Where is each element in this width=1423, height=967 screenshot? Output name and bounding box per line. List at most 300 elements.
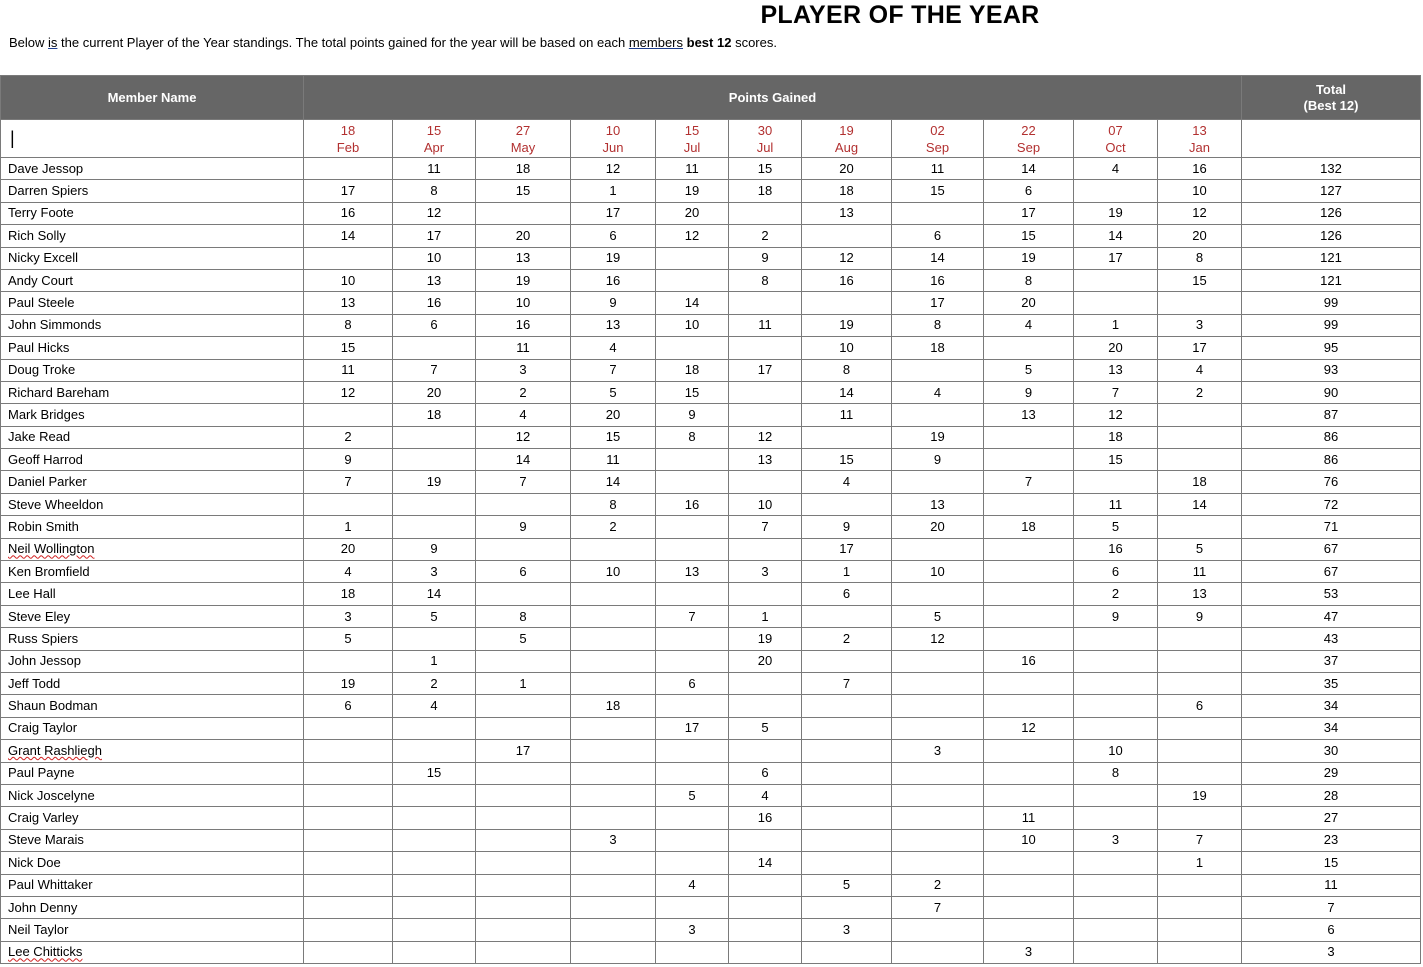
score-cell[interactable] [892, 672, 984, 694]
total-cell[interactable]: 29 [1242, 762, 1421, 784]
score-cell[interactable]: 8 [984, 269, 1074, 291]
score-cell[interactable] [892, 717, 984, 739]
score-cell[interactable]: 8 [304, 314, 393, 336]
total-cell[interactable]: 53 [1242, 583, 1421, 605]
score-cell[interactable]: 18 [729, 180, 802, 202]
score-cell[interactable] [1158, 874, 1242, 896]
total-cell[interactable]: 126 [1242, 225, 1421, 247]
score-cell[interactable]: 17 [729, 359, 802, 381]
score-cell[interactable]: 9 [1074, 605, 1158, 627]
score-cell[interactable]: 9 [729, 247, 802, 269]
score-cell[interactable] [1074, 919, 1158, 941]
score-cell[interactable]: 10 [1074, 740, 1158, 762]
total-cell[interactable]: 11 [1242, 874, 1421, 896]
member-name-cell[interactable] [1, 561, 304, 583]
score-cell[interactable]: 17 [656, 717, 729, 739]
score-cell[interactable]: 19 [892, 426, 984, 448]
score-cell[interactable]: 5 [393, 605, 476, 627]
score-cell[interactable]: 13 [892, 493, 984, 515]
score-cell[interactable]: 2 [1074, 583, 1158, 605]
score-cell[interactable]: 15 [656, 381, 729, 403]
score-cell[interactable]: 1 [802, 561, 892, 583]
score-cell[interactable]: 5 [1074, 516, 1158, 538]
score-cell[interactable]: 16 [1158, 158, 1242, 180]
score-cell[interactable]: 1 [571, 180, 656, 202]
score-cell[interactable]: 15 [729, 158, 802, 180]
total-cell[interactable]: 121 [1242, 247, 1421, 269]
score-cell[interactable]: 4 [393, 695, 476, 717]
score-cell[interactable]: 6 [1074, 561, 1158, 583]
score-cell[interactable] [393, 426, 476, 448]
score-cell[interactable]: 2 [1158, 381, 1242, 403]
score-cell[interactable]: 3 [304, 605, 393, 627]
text-cursor[interactable]: | [1, 120, 304, 158]
score-cell[interactable] [476, 896, 571, 918]
score-cell[interactable] [656, 807, 729, 829]
score-cell[interactable]: 1 [729, 605, 802, 627]
total-cell[interactable]: 43 [1242, 628, 1421, 650]
score-cell[interactable]: 6 [571, 225, 656, 247]
score-cell[interactable]: 12 [476, 426, 571, 448]
score-cell[interactable]: 12 [1074, 404, 1158, 426]
score-cell[interactable] [1158, 941, 1242, 963]
score-cell[interactable] [802, 896, 892, 918]
score-cell[interactable]: 14 [1074, 225, 1158, 247]
score-cell[interactable]: 14 [476, 449, 571, 471]
score-cell[interactable] [984, 784, 1074, 806]
score-cell[interactable] [802, 717, 892, 739]
score-cell[interactable] [984, 762, 1074, 784]
score-cell[interactable] [729, 381, 802, 403]
total-cell[interactable]: 3 [1242, 941, 1421, 963]
score-cell[interactable]: 3 [729, 561, 802, 583]
score-cell[interactable]: 1 [1074, 314, 1158, 336]
member-name-cell[interactable] [1, 247, 304, 269]
score-cell[interactable]: 19 [304, 672, 393, 694]
score-cell[interactable]: 6 [476, 561, 571, 583]
total-cell[interactable]: 87 [1242, 404, 1421, 426]
score-cell[interactable]: 6 [729, 762, 802, 784]
member-name-cell[interactable] [1, 784, 304, 806]
score-cell[interactable] [984, 628, 1074, 650]
score-cell[interactable]: 19 [393, 471, 476, 493]
score-cell[interactable]: 7 [656, 605, 729, 627]
score-cell[interactable] [656, 829, 729, 851]
score-cell[interactable]: 20 [304, 538, 393, 560]
member-name-cell[interactable] [1, 225, 304, 247]
score-cell[interactable]: 14 [571, 471, 656, 493]
score-cell[interactable]: 5 [656, 784, 729, 806]
score-cell[interactable]: 20 [656, 202, 729, 224]
score-cell[interactable] [393, 628, 476, 650]
score-cell[interactable]: 11 [304, 359, 393, 381]
score-cell[interactable] [393, 852, 476, 874]
member-name-cell[interactable] [1, 919, 304, 941]
score-cell[interactable] [729, 202, 802, 224]
score-cell[interactable] [984, 583, 1074, 605]
member-name-cell[interactable] [1, 941, 304, 963]
score-cell[interactable]: 9 [304, 449, 393, 471]
score-cell[interactable]: 9 [571, 292, 656, 314]
score-cell[interactable]: 20 [571, 404, 656, 426]
score-cell[interactable] [1158, 404, 1242, 426]
score-cell[interactable] [1074, 471, 1158, 493]
score-cell[interactable]: 12 [393, 202, 476, 224]
member-name-cell[interactable] [1, 852, 304, 874]
total-cell[interactable]: 90 [1242, 381, 1421, 403]
score-cell[interactable]: 16 [656, 493, 729, 515]
total-cell[interactable]: 99 [1242, 314, 1421, 336]
score-cell[interactable] [892, 784, 984, 806]
score-cell[interactable] [984, 919, 1074, 941]
score-cell[interactable] [476, 717, 571, 739]
score-cell[interactable] [1158, 516, 1242, 538]
score-cell[interactable]: 7 [304, 471, 393, 493]
score-cell[interactable]: 17 [802, 538, 892, 560]
score-cell[interactable]: 13 [656, 561, 729, 583]
total-cell[interactable]: 15 [1242, 852, 1421, 874]
score-cell[interactable]: 7 [892, 896, 984, 918]
score-cell[interactable] [892, 762, 984, 784]
score-cell[interactable]: 2 [476, 381, 571, 403]
score-cell[interactable]: 3 [476, 359, 571, 381]
score-cell[interactable] [729, 583, 802, 605]
score-cell[interactable]: 4 [729, 784, 802, 806]
total-cell[interactable]: 34 [1242, 717, 1421, 739]
score-cell[interactable] [393, 941, 476, 963]
score-cell[interactable] [802, 225, 892, 247]
score-cell[interactable]: 8 [571, 493, 656, 515]
score-cell[interactable] [571, 852, 656, 874]
score-cell[interactable]: 12 [802, 247, 892, 269]
score-cell[interactable]: 20 [1074, 337, 1158, 359]
score-cell[interactable] [729, 919, 802, 941]
score-cell[interactable]: 11 [802, 404, 892, 426]
score-cell[interactable]: 9 [1158, 605, 1242, 627]
member-name-cell[interactable] [1, 471, 304, 493]
score-cell[interactable] [393, 740, 476, 762]
score-cell[interactable]: 20 [984, 292, 1074, 314]
score-cell[interactable] [476, 493, 571, 515]
score-cell[interactable] [729, 672, 802, 694]
score-cell[interactable]: 1 [393, 650, 476, 672]
total-cell[interactable]: 7 [1242, 896, 1421, 918]
score-cell[interactable]: 2 [892, 874, 984, 896]
score-cell[interactable]: 8 [656, 426, 729, 448]
score-cell[interactable] [393, 717, 476, 739]
score-cell[interactable] [802, 426, 892, 448]
total-cell[interactable]: 121 [1242, 269, 1421, 291]
score-cell[interactable]: 6 [802, 583, 892, 605]
member-name-cell[interactable] [1, 740, 304, 762]
score-cell[interactable]: 6 [656, 672, 729, 694]
score-cell[interactable]: 18 [1158, 471, 1242, 493]
score-cell[interactable] [984, 695, 1074, 717]
score-cell[interactable]: 14 [393, 583, 476, 605]
score-cell[interactable]: 5 [1158, 538, 1242, 560]
score-cell[interactable]: 15 [476, 180, 571, 202]
score-cell[interactable] [1158, 426, 1242, 448]
score-cell[interactable]: 18 [984, 516, 1074, 538]
score-cell[interactable]: 7 [984, 471, 1074, 493]
score-cell[interactable] [476, 202, 571, 224]
score-cell[interactable] [892, 919, 984, 941]
score-cell[interactable]: 10 [984, 829, 1074, 851]
score-cell[interactable] [984, 672, 1074, 694]
score-cell[interactable] [571, 583, 656, 605]
score-cell[interactable] [571, 672, 656, 694]
score-cell[interactable]: 8 [1074, 762, 1158, 784]
score-cell[interactable] [1074, 852, 1158, 874]
score-cell[interactable]: 13 [304, 292, 393, 314]
score-cell[interactable] [656, 695, 729, 717]
score-cell[interactable] [729, 292, 802, 314]
score-cell[interactable]: 12 [729, 426, 802, 448]
score-cell[interactable]: 9 [393, 538, 476, 560]
score-cell[interactable]: 19 [571, 247, 656, 269]
score-cell[interactable]: 9 [476, 516, 571, 538]
score-cell[interactable] [304, 852, 393, 874]
score-cell[interactable]: 17 [1158, 337, 1242, 359]
score-cell[interactable]: 9 [984, 381, 1074, 403]
score-cell[interactable]: 15 [984, 225, 1074, 247]
score-cell[interactable] [393, 829, 476, 851]
score-cell[interactable] [656, 516, 729, 538]
score-cell[interactable]: 17 [304, 180, 393, 202]
score-cell[interactable]: 19 [1158, 784, 1242, 806]
score-cell[interactable] [656, 471, 729, 493]
score-cell[interactable]: 10 [571, 561, 656, 583]
score-cell[interactable] [802, 784, 892, 806]
score-cell[interactable] [656, 762, 729, 784]
score-cell[interactable]: 19 [984, 247, 1074, 269]
score-cell[interactable] [892, 852, 984, 874]
score-cell[interactable]: 9 [656, 404, 729, 426]
score-cell[interactable] [802, 762, 892, 784]
score-cell[interactable]: 8 [802, 359, 892, 381]
score-cell[interactable] [656, 269, 729, 291]
total-cell[interactable]: 30 [1242, 740, 1421, 762]
member-name-cell[interactable] [1, 269, 304, 291]
score-cell[interactable] [571, 762, 656, 784]
score-cell[interactable]: 3 [984, 941, 1074, 963]
score-cell[interactable]: 5 [892, 605, 984, 627]
score-cell[interactable] [571, 896, 656, 918]
score-cell[interactable] [304, 896, 393, 918]
score-cell[interactable] [802, 941, 892, 963]
score-cell[interactable] [1074, 650, 1158, 672]
member-name-cell[interactable] [1, 337, 304, 359]
score-cell[interactable]: 16 [892, 269, 984, 291]
total-cell[interactable]: 132 [1242, 158, 1421, 180]
score-cell[interactable]: 11 [393, 158, 476, 180]
score-cell[interactable]: 20 [476, 225, 571, 247]
member-name-cell[interactable] [1, 292, 304, 314]
score-cell[interactable]: 7 [729, 516, 802, 538]
score-cell[interactable] [476, 807, 571, 829]
score-cell[interactable]: 13 [802, 202, 892, 224]
score-cell[interactable]: 20 [892, 516, 984, 538]
score-cell[interactable] [1158, 650, 1242, 672]
score-cell[interactable] [802, 695, 892, 717]
score-cell[interactable] [476, 874, 571, 896]
score-cell[interactable]: 12 [571, 158, 656, 180]
score-cell[interactable]: 18 [393, 404, 476, 426]
score-cell[interactable] [571, 628, 656, 650]
score-cell[interactable] [729, 941, 802, 963]
score-cell[interactable] [802, 852, 892, 874]
score-cell[interactable] [892, 538, 984, 560]
score-cell[interactable] [984, 740, 1074, 762]
score-cell[interactable]: 3 [393, 561, 476, 583]
score-cell[interactable]: 17 [476, 740, 571, 762]
score-cell[interactable] [984, 561, 1074, 583]
score-cell[interactable]: 5 [729, 717, 802, 739]
score-cell[interactable] [1074, 180, 1158, 202]
score-cell[interactable] [802, 829, 892, 851]
member-name-cell[interactable] [1, 449, 304, 471]
total-cell[interactable]: 76 [1242, 471, 1421, 493]
score-cell[interactable] [476, 583, 571, 605]
score-cell[interactable] [571, 807, 656, 829]
score-cell[interactable] [892, 695, 984, 717]
score-cell[interactable] [304, 784, 393, 806]
score-cell[interactable]: 18 [304, 583, 393, 605]
score-cell[interactable] [571, 717, 656, 739]
score-cell[interactable] [571, 650, 656, 672]
score-cell[interactable] [656, 740, 729, 762]
member-name-cell[interactable] [1, 628, 304, 650]
total-cell[interactable]: 27 [1242, 807, 1421, 829]
score-cell[interactable]: 4 [984, 314, 1074, 336]
score-cell[interactable]: 10 [892, 561, 984, 583]
score-cell[interactable]: 13 [393, 269, 476, 291]
score-cell[interactable] [1158, 919, 1242, 941]
score-cell[interactable] [729, 874, 802, 896]
score-cell[interactable]: 17 [984, 202, 1074, 224]
score-cell[interactable] [984, 874, 1074, 896]
score-cell[interactable]: 5 [984, 359, 1074, 381]
total-cell[interactable]: 23 [1242, 829, 1421, 851]
score-cell[interactable] [304, 829, 393, 851]
score-cell[interactable] [304, 158, 393, 180]
member-name-cell[interactable] [1, 650, 304, 672]
score-cell[interactable]: 16 [729, 807, 802, 829]
member-name-cell[interactable] [1, 896, 304, 918]
score-cell[interactable]: 18 [571, 695, 656, 717]
total-cell[interactable]: 72 [1242, 493, 1421, 515]
member-name-cell[interactable] [1, 762, 304, 784]
score-cell[interactable] [393, 919, 476, 941]
member-name-cell[interactable] [1, 695, 304, 717]
score-cell[interactable]: 13 [1158, 583, 1242, 605]
total-cell[interactable]: 86 [1242, 426, 1421, 448]
score-cell[interactable] [729, 471, 802, 493]
score-cell[interactable] [892, 359, 984, 381]
score-cell[interactable] [892, 650, 984, 672]
score-cell[interactable]: 16 [571, 269, 656, 291]
score-cell[interactable] [304, 247, 393, 269]
member-name-cell[interactable] [1, 314, 304, 336]
score-cell[interactable]: 18 [802, 180, 892, 202]
score-cell[interactable]: 6 [984, 180, 1074, 202]
score-cell[interactable] [476, 695, 571, 717]
score-cell[interactable] [304, 650, 393, 672]
total-cell[interactable]: 67 [1242, 561, 1421, 583]
member-name-cell[interactable] [1, 381, 304, 403]
member-name-cell[interactable] [1, 516, 304, 538]
score-cell[interactable]: 11 [656, 158, 729, 180]
total-cell[interactable]: 95 [1242, 337, 1421, 359]
score-cell[interactable] [729, 695, 802, 717]
score-cell[interactable]: 7 [1158, 829, 1242, 851]
score-cell[interactable]: 20 [729, 650, 802, 672]
score-cell[interactable] [656, 650, 729, 672]
score-cell[interactable]: 11 [729, 314, 802, 336]
score-cell[interactable] [1074, 672, 1158, 694]
score-cell[interactable] [984, 896, 1074, 918]
score-cell[interactable]: 15 [1158, 269, 1242, 291]
score-cell[interactable]: 6 [304, 695, 393, 717]
member-name-cell[interactable] [1, 807, 304, 829]
score-cell[interactable] [656, 538, 729, 560]
score-cell[interactable]: 17 [393, 225, 476, 247]
score-cell[interactable]: 1 [476, 672, 571, 694]
score-cell[interactable] [984, 493, 1074, 515]
score-cell[interactable]: 15 [393, 762, 476, 784]
score-cell[interactable]: 13 [984, 404, 1074, 426]
score-cell[interactable] [304, 717, 393, 739]
score-cell[interactable] [656, 583, 729, 605]
score-cell[interactable]: 11 [1074, 493, 1158, 515]
score-cell[interactable]: 16 [1074, 538, 1158, 560]
score-cell[interactable]: 2 [729, 225, 802, 247]
score-cell[interactable] [571, 784, 656, 806]
score-cell[interactable] [1074, 807, 1158, 829]
score-cell[interactable]: 2 [393, 672, 476, 694]
score-cell[interactable]: 15 [802, 449, 892, 471]
score-cell[interactable] [1074, 269, 1158, 291]
score-cell[interactable]: 10 [729, 493, 802, 515]
score-cell[interactable] [304, 740, 393, 762]
score-cell[interactable]: 7 [571, 359, 656, 381]
score-cell[interactable]: 10 [393, 247, 476, 269]
score-cell[interactable]: 8 [892, 314, 984, 336]
score-cell[interactable] [393, 874, 476, 896]
score-cell[interactable] [393, 784, 476, 806]
score-cell[interactable] [984, 449, 1074, 471]
member-name-cell[interactable] [1, 672, 304, 694]
score-cell[interactable]: 4 [892, 381, 984, 403]
score-cell[interactable] [476, 919, 571, 941]
score-cell[interactable]: 12 [892, 628, 984, 650]
score-cell[interactable]: 17 [892, 292, 984, 314]
total-cell[interactable]: 47 [1242, 605, 1421, 627]
score-cell[interactable] [393, 896, 476, 918]
score-cell[interactable]: 8 [393, 180, 476, 202]
score-cell[interactable]: 17 [1074, 247, 1158, 269]
total-cell[interactable]: 126 [1242, 202, 1421, 224]
score-cell[interactable]: 15 [892, 180, 984, 202]
score-cell[interactable]: 14 [892, 247, 984, 269]
score-cell[interactable]: 8 [729, 269, 802, 291]
score-cell[interactable] [656, 896, 729, 918]
total-cell[interactable]: 86 [1242, 449, 1421, 471]
score-cell[interactable] [984, 538, 1074, 560]
score-cell[interactable]: 12 [984, 717, 1074, 739]
score-cell[interactable] [393, 516, 476, 538]
score-cell[interactable] [1158, 807, 1242, 829]
